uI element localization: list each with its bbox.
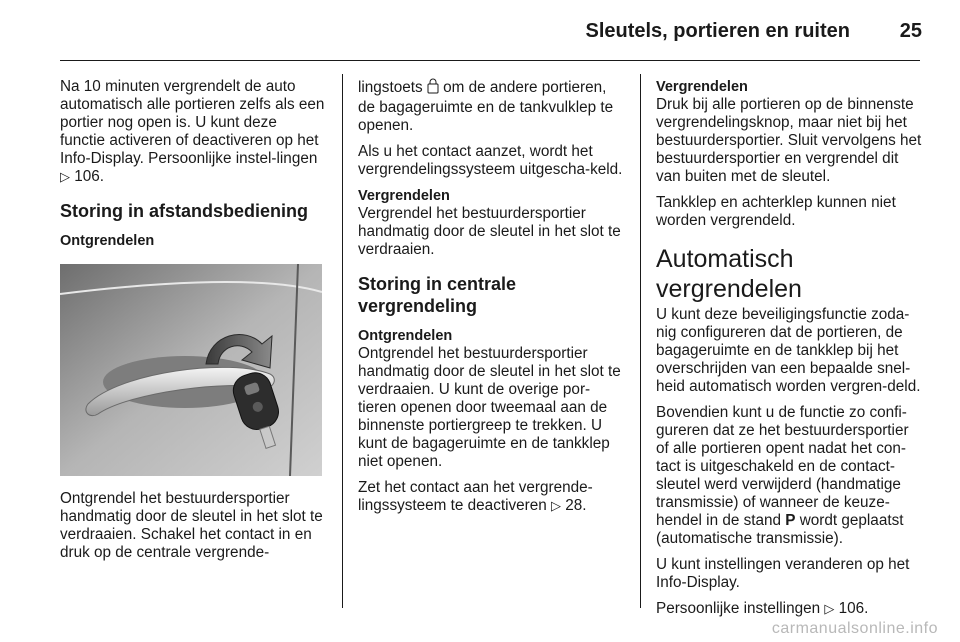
chapter-heading: Automatisch vergrendelen [656, 245, 802, 303]
paragraph: U kunt deze beveiligingsfunctie zoda-nig configureren dat de portieren, de bagageruimte en de tankklep bij het overschrijden van een bepaalde snel-heid automatisch worden vergren-deld. [656, 306, 921, 395]
subsection-heading: Vergrendelen [656, 79, 748, 95]
lock-button-icon [427, 78, 439, 99]
paragraph: Druk bij alle portieren op de binnenste vergrendelingsknop, maar niet bij het bestuurdersportier. Sluit vervolgens het bestuurdersportier en vergrendel dit van buiten met de sleutel. [656, 96, 922, 185]
door-handle-illustration [60, 264, 322, 476]
section-heading: Storing in afstandsbediening [60, 201, 309, 221]
column-divider-1 [342, 74, 343, 608]
paragraph: Tankklep en achterklep kunnen niet worden vergrendeld. [656, 194, 896, 229]
paragraph-text: Bovendien kunt u de functie zo confi-gureren dat ze het bestuurdersportier of alle portieren opent nadat het con-tact is uitgeschakeld en de contact-sleutel werd verwijderd (handmatige transmissie) of wanneer de keuze-hendel in de stand [656, 404, 909, 529]
paragraph: U kunt instellingen veranderen op het Info-Display. [656, 556, 910, 591]
paragraph-text: om de andere portieren, de bagageruimte en de tankvulklep te openen. [358, 79, 614, 134]
subsection-heading: Vergrendelen [358, 188, 450, 204]
header-rule [60, 60, 920, 61]
paragraph [656, 600, 924, 618]
paragraph: Ontgrendel het bestuurdersportier handmatig door de sleutel in het slot te verdraaien. U kunt de overige por-tieren openen door tweemaal aan de binnenste portiergreep te trekken. U kunt de bagageruimte en de tankklep niet openen. [358, 345, 621, 470]
page-reference-link[interactable]: 28. [565, 497, 587, 514]
paragraph-text: lingstoets [358, 79, 423, 96]
paragraph-text: Persoonlijke instellingen [656, 600, 821, 617]
page-reference-link[interactable]: 106. [74, 168, 105, 185]
reference-arrow-icon: ▷ [551, 498, 562, 513]
column-divider-2 [640, 74, 641, 608]
page-header-title: Sleutels, portieren en ruiten [585, 20, 850, 42]
gear-position-label: P [785, 512, 796, 529]
page-reference-link[interactable]: 106. [838, 600, 869, 617]
paragraph: Ontgrendel het bestuurdersportier handmatig door de sleutel in het slot te verdraaien. Schakel het contact in en druk op de centrale vergrende- [60, 490, 323, 561]
paragraph-text: Na 10 minuten vergrendelt de auto automatisch alle portieren zelfs als een portier nog open is. U kunt deze functie activeren of deactiveren op het Info-Display. Persoonlijke instel-lingen [60, 78, 325, 167]
subsection-heading: Ontgrendelen [60, 233, 155, 249]
column-1 [60, 78, 326, 570]
paragraph [656, 404, 924, 548]
paragraph [60, 78, 326, 186]
paragraph-text: wordt geplaatst (automatische transmissie). [656, 512, 904, 547]
reference-arrow-icon: ▷ [60, 169, 70, 184]
reference-arrow-icon: ▷ [824, 601, 835, 616]
paragraph [358, 78, 624, 135]
section-heading: Storing in centrale vergrendeling [358, 274, 517, 316]
paragraph: Vergrendel het bestuurdersportier handmatig door de sleutel in het slot te verdraaien. [358, 205, 621, 258]
paragraph-text: Zet het contact aan het vergrende-lingssysteem te deactiveren [358, 479, 593, 514]
watermark: carmanualsonline.info [771, 620, 938, 637]
paragraph: Als u het contact aanzet, wordt het vergrendelingssysteem uitgescha-keld. [358, 143, 623, 178]
paragraph [358, 479, 624, 515]
page-number: 25 [899, 20, 922, 42]
column-3 [656, 78, 924, 626]
subsection-heading: Ontgrendelen [358, 328, 453, 344]
column-2 [358, 78, 624, 523]
